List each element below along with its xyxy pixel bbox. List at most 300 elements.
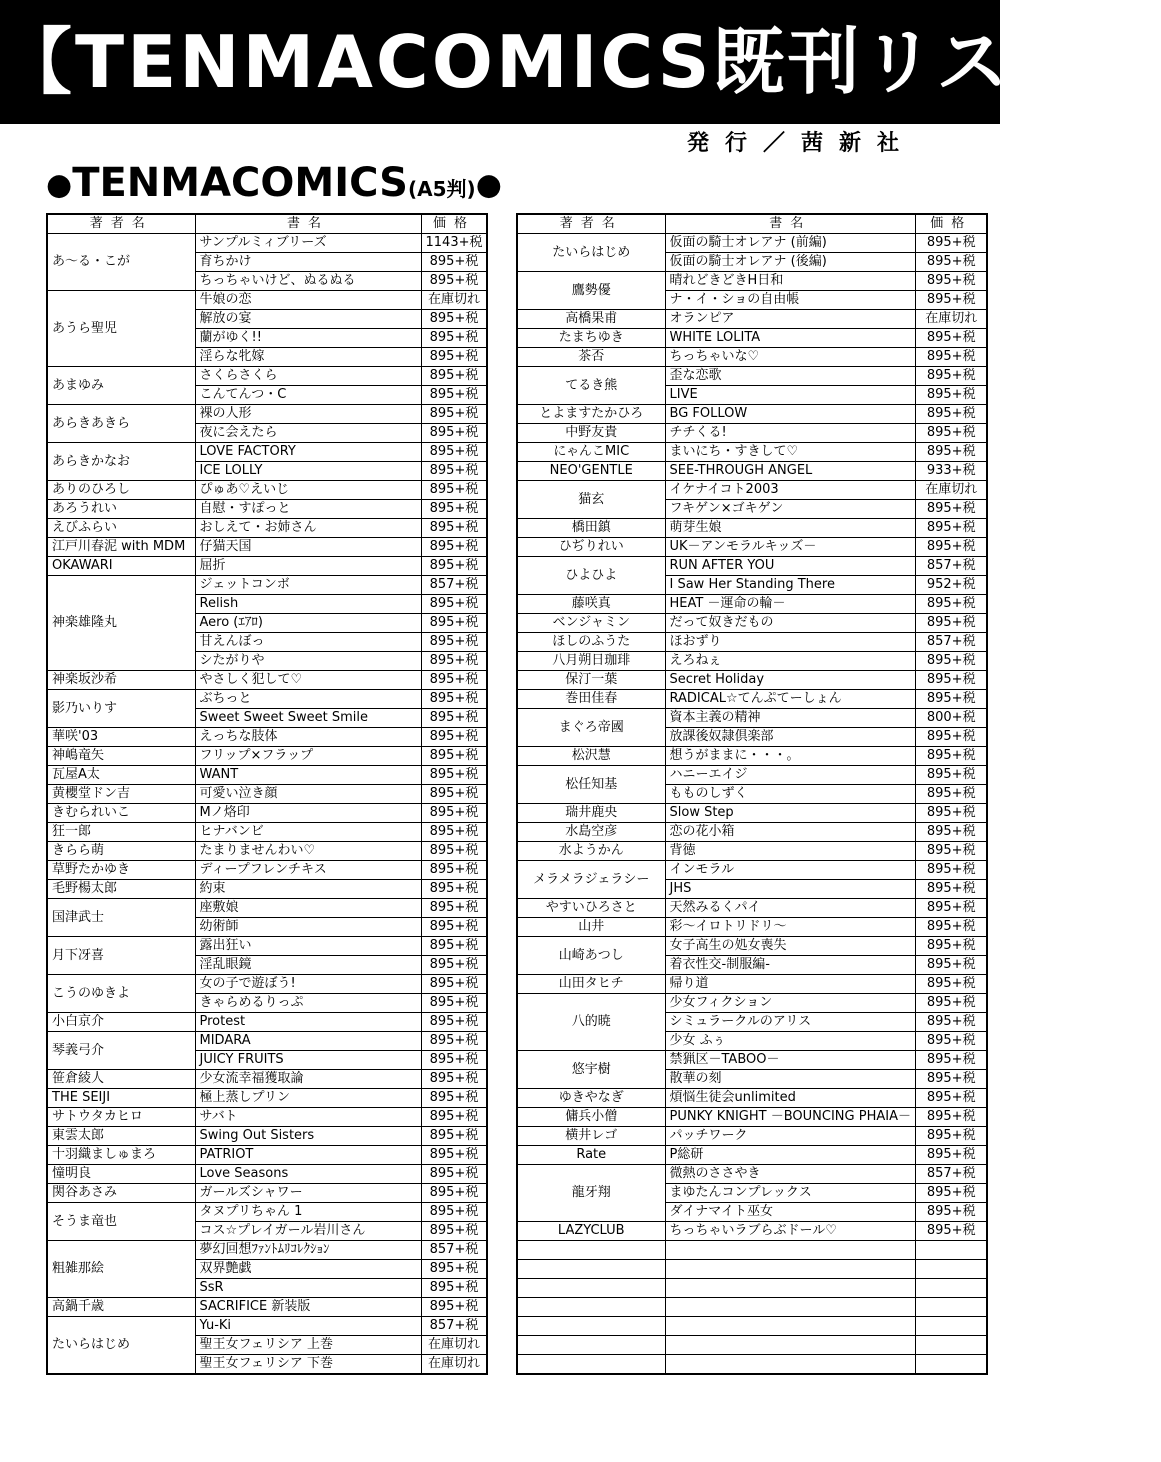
author-cell: 水ようかん — [517, 842, 665, 861]
table-row — [517, 1222, 987, 1241]
table-row — [517, 1108, 987, 1127]
price-cell: 895+税 — [421, 1051, 487, 1070]
table-row — [517, 652, 987, 671]
table-row — [517, 975, 987, 994]
title-cell: 幼術師 — [195, 918, 421, 937]
price-cell: 895+税 — [915, 424, 987, 443]
author-cell: 傭兵小僧 — [517, 1108, 665, 1127]
title-cell: 帰り道 — [665, 975, 915, 994]
table-row — [47, 1013, 487, 1032]
title-cell: 禁猟区－TABOO－ — [665, 1051, 915, 1070]
title-cell: JUICY FRUITS — [195, 1051, 421, 1070]
price-cell: 895+税 — [915, 1089, 987, 1108]
empty-cell — [665, 1317, 915, 1336]
table-row — [47, 861, 487, 880]
table-row — [47, 1032, 487, 1051]
title-cell: 解放の宴 — [195, 310, 421, 329]
empty-row — [517, 1336, 987, 1355]
table-row — [517, 310, 987, 329]
title-cell: Swing Out Sisters — [195, 1127, 421, 1146]
title-cell: BG FOLLOW — [665, 405, 915, 424]
title-cell: きゃらめるりっぷ — [195, 994, 421, 1013]
price-cell: 895+税 — [915, 1032, 987, 1051]
title-cell: ガールズシャワー — [195, 1184, 421, 1203]
empty-cell — [517, 1355, 665, 1375]
bullet-icon: ● — [475, 167, 502, 203]
price-cell: 895+税 — [421, 329, 487, 348]
table-row — [517, 1165, 987, 1184]
price-cell: 895+税 — [421, 918, 487, 937]
title-cell: 蘭がゆく!! — [195, 329, 421, 348]
title-cell: 背徳 — [665, 842, 915, 861]
price-cell: 895+税 — [421, 671, 487, 690]
author-cell: 八月朔日珈琲 — [517, 652, 665, 671]
title-cell: HEAT －運命の輪－ — [665, 595, 915, 614]
table-row — [47, 557, 487, 576]
table-row — [47, 785, 487, 804]
column-header-price: 価格 — [421, 214, 487, 234]
price-cell: 857+税 — [421, 1317, 487, 1336]
table-row — [517, 918, 987, 937]
title-cell: だって奴きだもの — [665, 614, 915, 633]
price-cell: 857+税 — [915, 633, 987, 652]
price-cell: 895+税 — [421, 747, 487, 766]
table-row — [47, 671, 487, 690]
catalog-table-right — [516, 213, 988, 1375]
table-row — [47, 804, 487, 823]
empty-cell — [665, 1279, 915, 1298]
price-cell: 1143+税 — [421, 234, 487, 253]
author-cell: ほしのふうた — [517, 633, 665, 652]
price-cell: 895+税 — [915, 348, 987, 367]
empty-cell — [665, 1241, 915, 1260]
price-cell: 895+税 — [421, 1089, 487, 1108]
table-row — [517, 234, 987, 253]
price-cell: 895+税 — [915, 1203, 987, 1222]
price-cell: 在庫切れ — [421, 1355, 487, 1375]
table-row — [517, 842, 987, 861]
title-cell: ナ・イ・ショの自由帳 — [665, 291, 915, 310]
author-cell: たいらはじめ — [517, 234, 665, 272]
empty-cell — [915, 1241, 987, 1260]
price-cell: 895+税 — [915, 766, 987, 785]
author-cell: 草野たかゆき — [47, 861, 195, 880]
title-cell: 放課後奴隷倶楽部 — [665, 728, 915, 747]
title-cell: ジェットコンボ — [195, 576, 421, 595]
author-cell: にゃんこMIC — [517, 443, 665, 462]
table-row — [47, 519, 487, 538]
empty-row — [517, 1241, 987, 1260]
table-row — [47, 1146, 487, 1165]
price-cell: 895+税 — [421, 1222, 487, 1241]
title-cell: こんてんつ・C — [195, 386, 421, 405]
price-cell: 895+税 — [915, 614, 987, 633]
title-cell: サバト — [195, 1108, 421, 1127]
title-cell: フキゲン×ゴキゲン — [665, 500, 915, 519]
table-header-row — [47, 214, 487, 234]
author-cell: NEO'GENTLE — [517, 462, 665, 481]
table-row — [47, 1317, 487, 1336]
title-cell: 裸の人形 — [195, 405, 421, 424]
table-row — [517, 804, 987, 823]
title-cell: 女の子で遊ぼう! — [195, 975, 421, 994]
price-cell: 857+税 — [421, 576, 487, 595]
table-row — [47, 1165, 487, 1184]
empty-cell — [665, 1298, 915, 1317]
author-cell: 松沢慧 — [517, 747, 665, 766]
title-cell: ぶちっと — [195, 690, 421, 709]
author-cell: あらきかなお — [47, 443, 195, 481]
title-cell: 着衣性交-制服編- — [665, 956, 915, 975]
author-cell: 高鍋千歳 — [47, 1298, 195, 1317]
price-cell: 895+税 — [915, 880, 987, 899]
title-cell: 夢幻回想ﾌｧﾝﾄﾑﾘｺﾚｸｼｮﾝ — [195, 1241, 421, 1260]
title-cell: WANT — [195, 766, 421, 785]
price-cell: 895+税 — [915, 1127, 987, 1146]
table-row — [517, 595, 987, 614]
author-cell: Rate — [517, 1146, 665, 1165]
table-row — [517, 367, 987, 386]
table-row — [517, 272, 987, 291]
title-cell: 散華の刻 — [665, 1070, 915, 1089]
title-cell: えっちな肢体 — [195, 728, 421, 747]
title-cell: コス☆プレイガール岩川さん — [195, 1222, 421, 1241]
price-cell: 895+税 — [421, 1298, 487, 1317]
price-cell: 895+税 — [915, 804, 987, 823]
table-row — [517, 1127, 987, 1146]
table-header-row — [517, 214, 987, 234]
author-cell: 橋田鎮 — [517, 519, 665, 538]
table-row — [517, 481, 987, 500]
title-cell: 少女 ふぅ — [665, 1032, 915, 1051]
title-cell: やさしく犯して♡ — [195, 671, 421, 690]
table-row — [47, 1127, 487, 1146]
table-row — [47, 728, 487, 747]
author-cell: 横井レゴ — [517, 1127, 665, 1146]
price-cell: 895+税 — [421, 633, 487, 652]
empty-cell — [915, 1279, 987, 1298]
price-cell: 895+税 — [421, 1203, 487, 1222]
empty-cell — [517, 1298, 665, 1317]
title-cell: 歪な恋歌 — [665, 367, 915, 386]
price-cell: 895+税 — [915, 1146, 987, 1165]
price-cell: 895+税 — [421, 348, 487, 367]
table-row — [47, 576, 487, 595]
title-cell: 彩～イロトリドリ～ — [665, 918, 915, 937]
author-cell: てるき熊 — [517, 367, 665, 405]
table-row — [47, 975, 487, 994]
price-cell: 895+税 — [915, 1222, 987, 1241]
price-cell: 895+税 — [915, 405, 987, 424]
table-row — [47, 234, 487, 253]
title-cell: JHS — [665, 880, 915, 899]
author-cell: 鷹勢優 — [517, 272, 665, 310]
title-cell: Love Seasons — [195, 1165, 421, 1184]
author-cell: 茶否 — [517, 348, 665, 367]
title-cell: 双界艶戯 — [195, 1260, 421, 1279]
title-cell: Secret Holiday — [665, 671, 915, 690]
table-row — [47, 1089, 487, 1108]
bullet-icon: ● — [46, 167, 73, 203]
title-cell: フリップ×フラップ — [195, 747, 421, 766]
table-row — [47, 1298, 487, 1317]
empty-cell — [517, 1279, 665, 1298]
author-cell: たいらはじめ — [47, 1317, 195, 1375]
table-row — [517, 994, 987, 1013]
price-cell: 895+税 — [915, 253, 987, 272]
price-cell: 895+税 — [421, 405, 487, 424]
title-cell: 資本主義の精神 — [665, 709, 915, 728]
price-cell: 895+税 — [421, 557, 487, 576]
table-row — [47, 747, 487, 766]
title-cell: シミュラークルのアリス — [665, 1013, 915, 1032]
title-cell: えろねぇ — [665, 652, 915, 671]
title-cell: 聖王女フェリシア 上巻 — [195, 1336, 421, 1355]
author-cell: たまちゆき — [517, 329, 665, 348]
price-cell: 895+税 — [421, 880, 487, 899]
table-row — [517, 690, 987, 709]
price-cell: 895+税 — [915, 918, 987, 937]
price-cell: 895+税 — [421, 424, 487, 443]
price-cell: 895+税 — [421, 956, 487, 975]
title-cell: 晴れどきどきH日和 — [665, 272, 915, 291]
title-cell: 天然みるくパイ — [665, 899, 915, 918]
empty-cell — [915, 1355, 987, 1375]
price-cell: 895+税 — [421, 538, 487, 557]
price-cell: 895+税 — [915, 747, 987, 766]
author-cell: 八的暁 — [517, 994, 665, 1051]
title-cell: 仔猫天国 — [195, 538, 421, 557]
price-cell: 933+税 — [915, 462, 987, 481]
author-cell: 笹倉綾人 — [47, 1070, 195, 1089]
author-cell: きむられいこ — [47, 804, 195, 823]
price-cell: 895+税 — [421, 1127, 487, 1146]
title-cell: ぴゅあ♡えいじ — [195, 481, 421, 500]
author-cell: 小白京介 — [47, 1013, 195, 1032]
price-cell: 895+税 — [421, 462, 487, 481]
title-cell: シたがりや — [195, 652, 421, 671]
title-cell: ディープフレンチキス — [195, 861, 421, 880]
author-cell: ゆきやなぎ — [517, 1089, 665, 1108]
price-cell: 895+税 — [421, 1108, 487, 1127]
empty-cell — [915, 1298, 987, 1317]
title-cell: Aero (ｴｱﾛ) — [195, 614, 421, 633]
author-cell: 松任知基 — [517, 766, 665, 804]
author-cell: 江戸川春泥 with MDM — [47, 538, 195, 557]
author-cell: 月下冴喜 — [47, 937, 195, 975]
empty-cell — [517, 1260, 665, 1279]
author-cell: OKAWARI — [47, 557, 195, 576]
title-cell: タヌプリちゃん 1 — [195, 1203, 421, 1222]
author-cell: とよますたかひろ — [517, 405, 665, 424]
author-cell: 龍牙翔 — [517, 1165, 665, 1222]
table-row — [517, 538, 987, 557]
price-cell: 895+税 — [915, 861, 987, 880]
section-heading — [46, 160, 502, 206]
price-cell: 895+税 — [421, 310, 487, 329]
price-cell: 895+税 — [421, 861, 487, 880]
title-cell: さくらさくら — [195, 367, 421, 386]
price-cell: 895+税 — [915, 842, 987, 861]
price-cell: 895+税 — [915, 595, 987, 614]
author-cell: あらきあきら — [47, 405, 195, 443]
price-cell: 895+税 — [421, 937, 487, 956]
title-cell: I Saw Her Standing There — [665, 576, 915, 595]
author-cell: 神嶋竜矢 — [47, 747, 195, 766]
title-cell: おしえて・お姉さん — [195, 519, 421, 538]
author-cell: 神楽坂沙希 — [47, 671, 195, 690]
price-cell: 895+税 — [915, 329, 987, 348]
table-row — [47, 766, 487, 785]
table-row — [517, 937, 987, 956]
author-cell: 影乃いりす — [47, 690, 195, 728]
column-header-price: 価格 — [915, 214, 987, 234]
price-cell: 895+税 — [421, 1146, 487, 1165]
author-cell: 水島空彦 — [517, 823, 665, 842]
author-cell: ひぢりれい — [517, 538, 665, 557]
price-cell: 895+税 — [421, 766, 487, 785]
price-cell: 895+税 — [421, 1279, 487, 1298]
price-cell: 895+税 — [421, 1184, 487, 1203]
price-cell: 895+税 — [915, 538, 987, 557]
column-header-author: 著者名 — [517, 214, 665, 234]
price-cell: 895+税 — [915, 994, 987, 1013]
table-row — [517, 348, 987, 367]
title-cell: 淫乱眼鏡 — [195, 956, 421, 975]
price-cell: 895+税 — [421, 1165, 487, 1184]
title-cell: 聖王女フェリシア 下巻 — [195, 1355, 421, 1375]
table-row — [517, 823, 987, 842]
title-cell: まゆたんコンプレックス — [665, 1184, 915, 1203]
author-cell: 悠宇樹 — [517, 1051, 665, 1089]
price-cell: 857+税 — [915, 1165, 987, 1184]
author-cell: 神楽雄隆丸 — [47, 576, 195, 671]
price-cell: 895+税 — [421, 500, 487, 519]
table-row — [517, 709, 987, 728]
price-cell: 895+税 — [915, 690, 987, 709]
table-row — [47, 538, 487, 557]
empty-cell — [665, 1355, 915, 1375]
price-cell: 857+税 — [421, 1241, 487, 1260]
title-cell: ちっちゃいラブらぶドール♡ — [665, 1222, 915, 1241]
price-cell: 895+税 — [421, 1070, 487, 1089]
title-cell: 恋の花小箱 — [665, 823, 915, 842]
title-cell: PUNKY KNIGHT －BOUNCING PHAIA－ — [665, 1108, 915, 1127]
title-cell: 自慰・すぽっと — [195, 500, 421, 519]
price-cell: 895+税 — [915, 956, 987, 975]
author-cell: こうのゆきよ — [47, 975, 195, 1013]
table-row — [47, 937, 487, 956]
title-cell: チチくる! — [665, 424, 915, 443]
catalog-table-left — [46, 213, 488, 1375]
title-cell: 少女フィクション — [665, 994, 915, 1013]
price-cell: 895+税 — [421, 1032, 487, 1051]
author-cell: THE SEIJI — [47, 1089, 195, 1108]
title-cell: 少女流幸福獲取論 — [195, 1070, 421, 1089]
price-cell: 895+税 — [421, 386, 487, 405]
title-cell: Yu-Ki — [195, 1317, 421, 1336]
empty-row — [517, 1260, 987, 1279]
table-row — [517, 462, 987, 481]
author-cell: 黄櫻堂ドン吉 — [47, 785, 195, 804]
author-cell: メラメラジェラシー — [517, 861, 665, 899]
table-row — [47, 1070, 487, 1089]
title-cell: ICE LOLLY — [195, 462, 421, 481]
title-cell: 煩悩生徒会unlimited — [665, 1089, 915, 1108]
price-cell: 895+税 — [915, 652, 987, 671]
price-cell: 895+税 — [421, 785, 487, 804]
author-cell: 山崎あつし — [517, 937, 665, 975]
price-cell: 895+税 — [421, 899, 487, 918]
title-cell: 牛娘の恋 — [195, 291, 421, 310]
price-cell: 895+税 — [915, 234, 987, 253]
price-cell: 895+税 — [915, 671, 987, 690]
author-cell: 瓦屋A太 — [47, 766, 195, 785]
table-row — [47, 481, 487, 500]
author-cell: ベンジャミン — [517, 614, 665, 633]
empty-row — [517, 1317, 987, 1336]
title-cell: PATRIOT — [195, 1146, 421, 1165]
price-cell: 895+税 — [421, 253, 487, 272]
author-cell: あろうれい — [47, 500, 195, 519]
title-cell: WHITE LOLITA — [665, 329, 915, 348]
title-cell: まいにち・すきして♡ — [665, 443, 915, 462]
table-row — [47, 899, 487, 918]
author-cell: そうま竜也 — [47, 1203, 195, 1241]
empty-cell — [665, 1260, 915, 1279]
price-cell: 895+税 — [421, 804, 487, 823]
price-cell: 895+税 — [915, 367, 987, 386]
table-row — [517, 861, 987, 880]
table-row — [517, 424, 987, 443]
author-cell: 狂一郎 — [47, 823, 195, 842]
table-row — [47, 405, 487, 424]
author-cell: 藤咲真 — [517, 595, 665, 614]
title-cell: 想うがままに・・・。 — [665, 747, 915, 766]
table-row — [47, 1184, 487, 1203]
price-cell: 895+税 — [421, 614, 487, 633]
author-cell: 華咲'03 — [47, 728, 195, 747]
author-cell: 山田タヒチ — [517, 975, 665, 994]
table-row — [517, 329, 987, 348]
title-cell: 座敷娘 — [195, 899, 421, 918]
title-cell: ちっちゃいけど、ぬるぬる — [195, 272, 421, 291]
title-cell: 萌芽生娘 — [665, 519, 915, 538]
title-cell: たまりませんわい♡ — [195, 842, 421, 861]
price-cell: 895+税 — [421, 652, 487, 671]
price-cell: 895+税 — [915, 386, 987, 405]
table-row — [517, 1146, 987, 1165]
price-cell: 895+税 — [421, 519, 487, 538]
title-cell: RUN AFTER YOU — [665, 557, 915, 576]
table-row — [517, 443, 987, 462]
author-cell: あ～る・こが — [47, 234, 195, 291]
author-cell: 憧明良 — [47, 1165, 195, 1184]
author-cell: 東雲太郎 — [47, 1127, 195, 1146]
price-cell: 895+税 — [915, 823, 987, 842]
title-cell: 露出狂い — [195, 937, 421, 956]
author-cell: 関谷あさみ — [47, 1184, 195, 1203]
empty-cell — [915, 1336, 987, 1355]
price-cell: 895+税 — [421, 272, 487, 291]
author-cell: 毛野楊太郎 — [47, 880, 195, 899]
page-title: 【TENMACOMICS既刊リスト】 — [0, 20, 1161, 104]
author-cell: 瑞井鹿央 — [517, 804, 665, 823]
table-row — [47, 823, 487, 842]
title-cell: P総研 — [665, 1146, 915, 1165]
price-cell: 857+税 — [915, 557, 987, 576]
price-cell: 895+税 — [421, 823, 487, 842]
